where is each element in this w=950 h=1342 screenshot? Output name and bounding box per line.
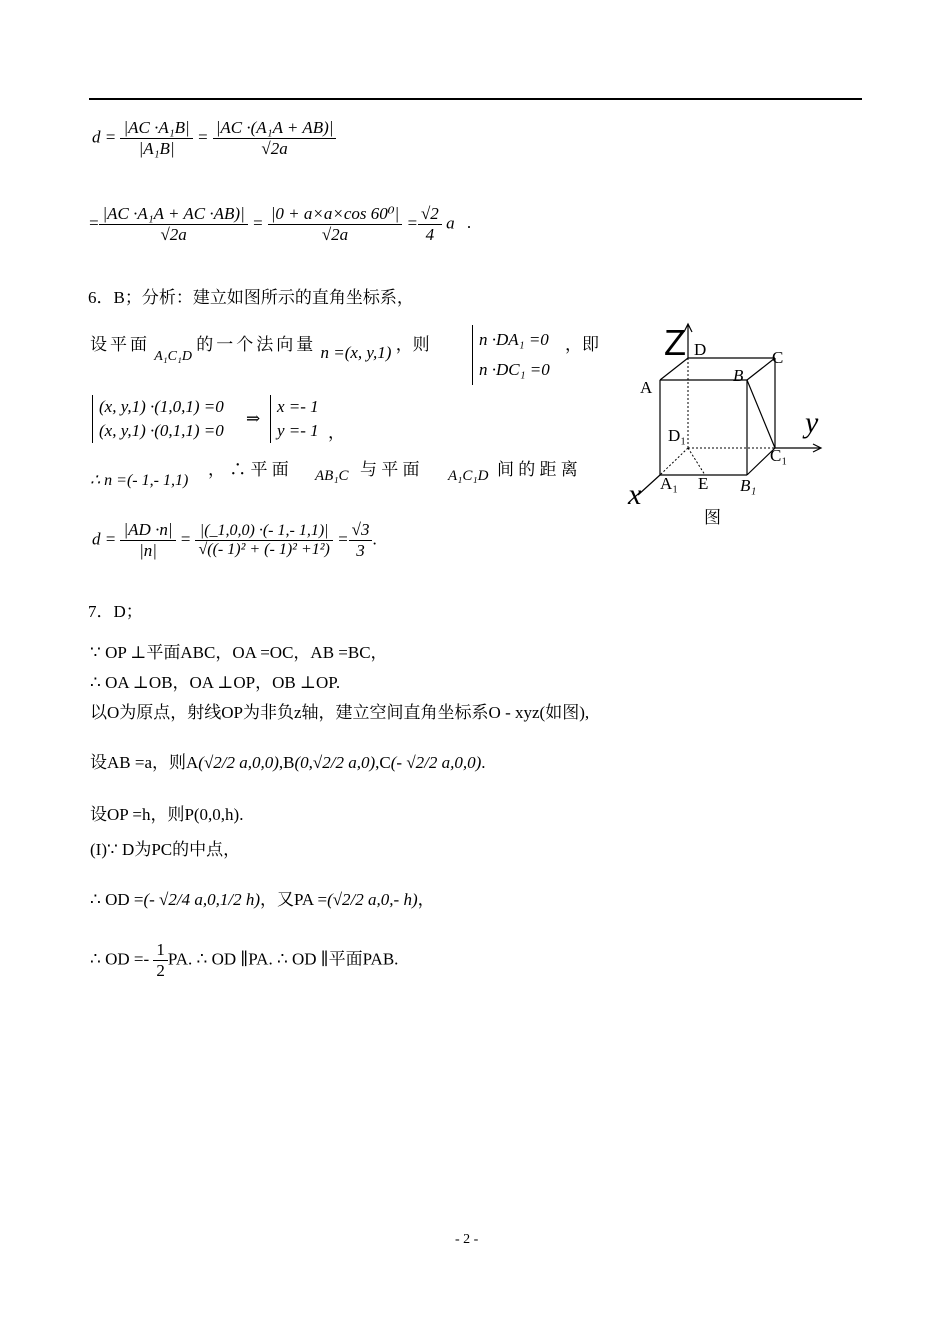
coord-b: (0,√2/2 a,0)	[294, 753, 376, 772]
item6-line1	[90, 330, 430, 364]
distance-formula-line2: = $\frac{\text{|AC ·A₁A + AC ·AB)|}}{√2a}$ = $\frac{\text{|0 + a×a×cos 60⁰|}}{√2a}$ = $\frac{√2}{4}$ a .	[88, 204, 472, 244]
point-e-label: E	[698, 474, 709, 493]
system-1-eq-a: n ·DA₁ =0	[479, 330, 549, 349]
dist-fraction-1-num: |AD ·n|	[120, 520, 175, 541]
system-3-eq-a: x =- 1	[277, 397, 319, 416]
vertex-b-label: B	[733, 366, 744, 385]
system-comma: ，	[328, 423, 345, 442]
vertex-c-label: C	[772, 348, 784, 367]
fraction-3-denominator: √2a	[160, 225, 187, 244]
item6-line3-b: 与 平 面	[360, 460, 420, 479]
dist-fraction-3-den: 3	[356, 541, 365, 560]
system-3-eq-b: y =- 1	[277, 421, 319, 440]
system-1	[472, 325, 550, 385]
item7-line3: 以O为原点，射线OP为非负z轴，建立空间直角坐标系O - xyz(如图),	[90, 703, 590, 722]
coord-a: (√2/2 a,0,0)	[198, 753, 279, 772]
item7-line8	[90, 940, 398, 981]
fraction-5-denominator: 4	[425, 225, 435, 244]
dist-d: d	[92, 529, 101, 549]
fraction-4	[268, 204, 403, 245]
figure-caption: 图	[704, 508, 721, 527]
plane-a1c1d: A₁C₁D	[154, 349, 192, 364]
sentence-end: .	[466, 213, 472, 233]
plane-a1c1d-2: A₁C₁D	[448, 468, 489, 484]
fraction-5-numerator: √2	[418, 204, 442, 225]
od-relation: ∴ OD =-	[90, 949, 150, 969]
item6-text-c: ，则	[395, 335, 430, 354]
dist-fraction-2-den: √((- 1)² + (- 1)² +1²)	[198, 541, 330, 558]
vertex-a1-label: A₁	[660, 474, 679, 493]
header-rule	[89, 98, 862, 100]
dist-end: .	[372, 529, 377, 549]
d-symbol: d	[92, 127, 101, 147]
axis-x-label: x	[628, 478, 642, 511]
fraction-2	[213, 118, 337, 159]
system-1-eq-b: n ·DC₁ =0	[479, 360, 550, 379]
od-vector: (- √2/4 a,0,1/2 h)	[143, 890, 260, 909]
item6-line3-c: 间 的 距 离	[497, 460, 578, 479]
item7-line4	[90, 748, 486, 773]
vertex-c1-label: C₁	[770, 446, 788, 465]
fraction-5	[418, 204, 442, 245]
half-den: 2	[156, 961, 165, 980]
fraction-4-denominator: √2a	[321, 225, 349, 244]
fraction-3	[99, 204, 247, 245]
item6-text-b: 的一个法向量	[196, 335, 317, 354]
vertex-a-label: A	[640, 378, 653, 397]
pa-vector-label: ，又PA =	[259, 890, 328, 909]
distance-result: d = $\frac{|AD \cdot n|}{|n|}$ = $\frac{|(\_1,0,0) \cdot(- 1,- 1,1)|}{\text{√((- 1)² + (- 1)² +1²)}}$ = $\frac{√3}{3}$ .	[92, 520, 377, 560]
plane-ab1c: AB₁C	[315, 468, 349, 484]
coord-c: (- √2/2 a,0,0)	[390, 753, 482, 772]
item6-heading: 6．B；分析：建立如图所示的直角坐标系，	[88, 288, 414, 307]
normal-vector: n =(x, y,1)	[320, 343, 392, 362]
coords-intro: 设AB =a，则A	[90, 753, 199, 772]
dist-fraction-2-num: |(_1,0,0) ·(- 1,- 1,1)|	[195, 522, 332, 541]
n-vector-result: ∴ n =(- 1,- 1,1)	[90, 472, 189, 489]
vertex-d-label: D	[694, 340, 707, 359]
pa-vector: (√2/2 a,0,- h)	[327, 890, 418, 909]
system-2-eq-b: (x, y,1) ·(0,1,1) =0	[99, 421, 224, 440]
fraction-2-denominator: √2a	[261, 139, 288, 158]
vertex-b1-label: B₁	[740, 476, 757, 495]
system-3	[270, 395, 319, 443]
system-2	[92, 395, 224, 443]
item7-line2: ∴ OA ⊥OB，OA ⊥OP，OB ⊥OP.	[90, 673, 341, 692]
item6-line3-a: ， ∴ 平 面	[208, 460, 289, 479]
item7-line1: ∵ OP ⊥平面ABC，OA =OC，AB =BC，	[90, 643, 388, 662]
dist-fraction-3	[349, 520, 373, 561]
coords-end: .	[481, 753, 486, 772]
fraction-4-numerator: |0 + a×a×cos 60⁰|	[268, 204, 403, 225]
dist-fraction-3-num: √3	[349, 520, 373, 541]
conclusion: PA. ∴ OD ∥PA. ∴ OD ∥平面PAB.	[167, 949, 399, 969]
distance-formula-line1: d = $\frac{\text{|AC ·A₁B|}}{\text{|A₁B|}}$ = $\frac{\text{|AC ·(A₁A + AB)|}}{√2a}$	[92, 118, 336, 159]
dist-fraction-1-den: |n|	[139, 541, 157, 560]
line7-end: ，	[417, 890, 435, 909]
dist-fraction-1	[120, 520, 175, 561]
item7-line5: 设OP =h，则P(0,0,h).	[90, 805, 244, 824]
implies-arrow: ⇒	[246, 409, 261, 428]
item7-line6: (I)∵ D为PC的中点，	[90, 840, 241, 859]
fraction-1	[120, 118, 192, 159]
result-variable: a	[446, 213, 455, 233]
coords-c-label: ,C	[375, 753, 391, 772]
fraction-3-numerator: |AC ·A₁A + AC ·AB)|	[99, 204, 247, 225]
item6-then: ，即	[565, 335, 599, 354]
item7-heading: 7．D；	[88, 602, 143, 621]
axis-z-label: Z	[664, 322, 686, 363]
item6-text-a: 设平面	[90, 335, 150, 354]
od-vector-label: ∴ OD =	[90, 890, 144, 909]
axis-y-label: y	[805, 406, 819, 439]
fraction-1-denominator: |A₁B|	[138, 139, 175, 158]
fraction-1-numerator: |AC ·A₁B|	[120, 118, 192, 139]
item7-line7	[90, 885, 435, 910]
dist-fraction-2	[195, 522, 332, 559]
coords-b-label: ,B	[278, 753, 295, 772]
fraction-2-numerator: |AC ·(A₁A + AB)|	[213, 118, 337, 139]
system-2-eq-a: (x, y,1) ·(1,0,1) =0	[99, 397, 224, 416]
half-fraction	[153, 940, 168, 981]
cube-figure	[620, 320, 840, 530]
vertex-d1-label: D₁	[668, 426, 687, 445]
half-num: 1	[153, 940, 168, 961]
page-number: - 2 -	[455, 1232, 479, 1247]
